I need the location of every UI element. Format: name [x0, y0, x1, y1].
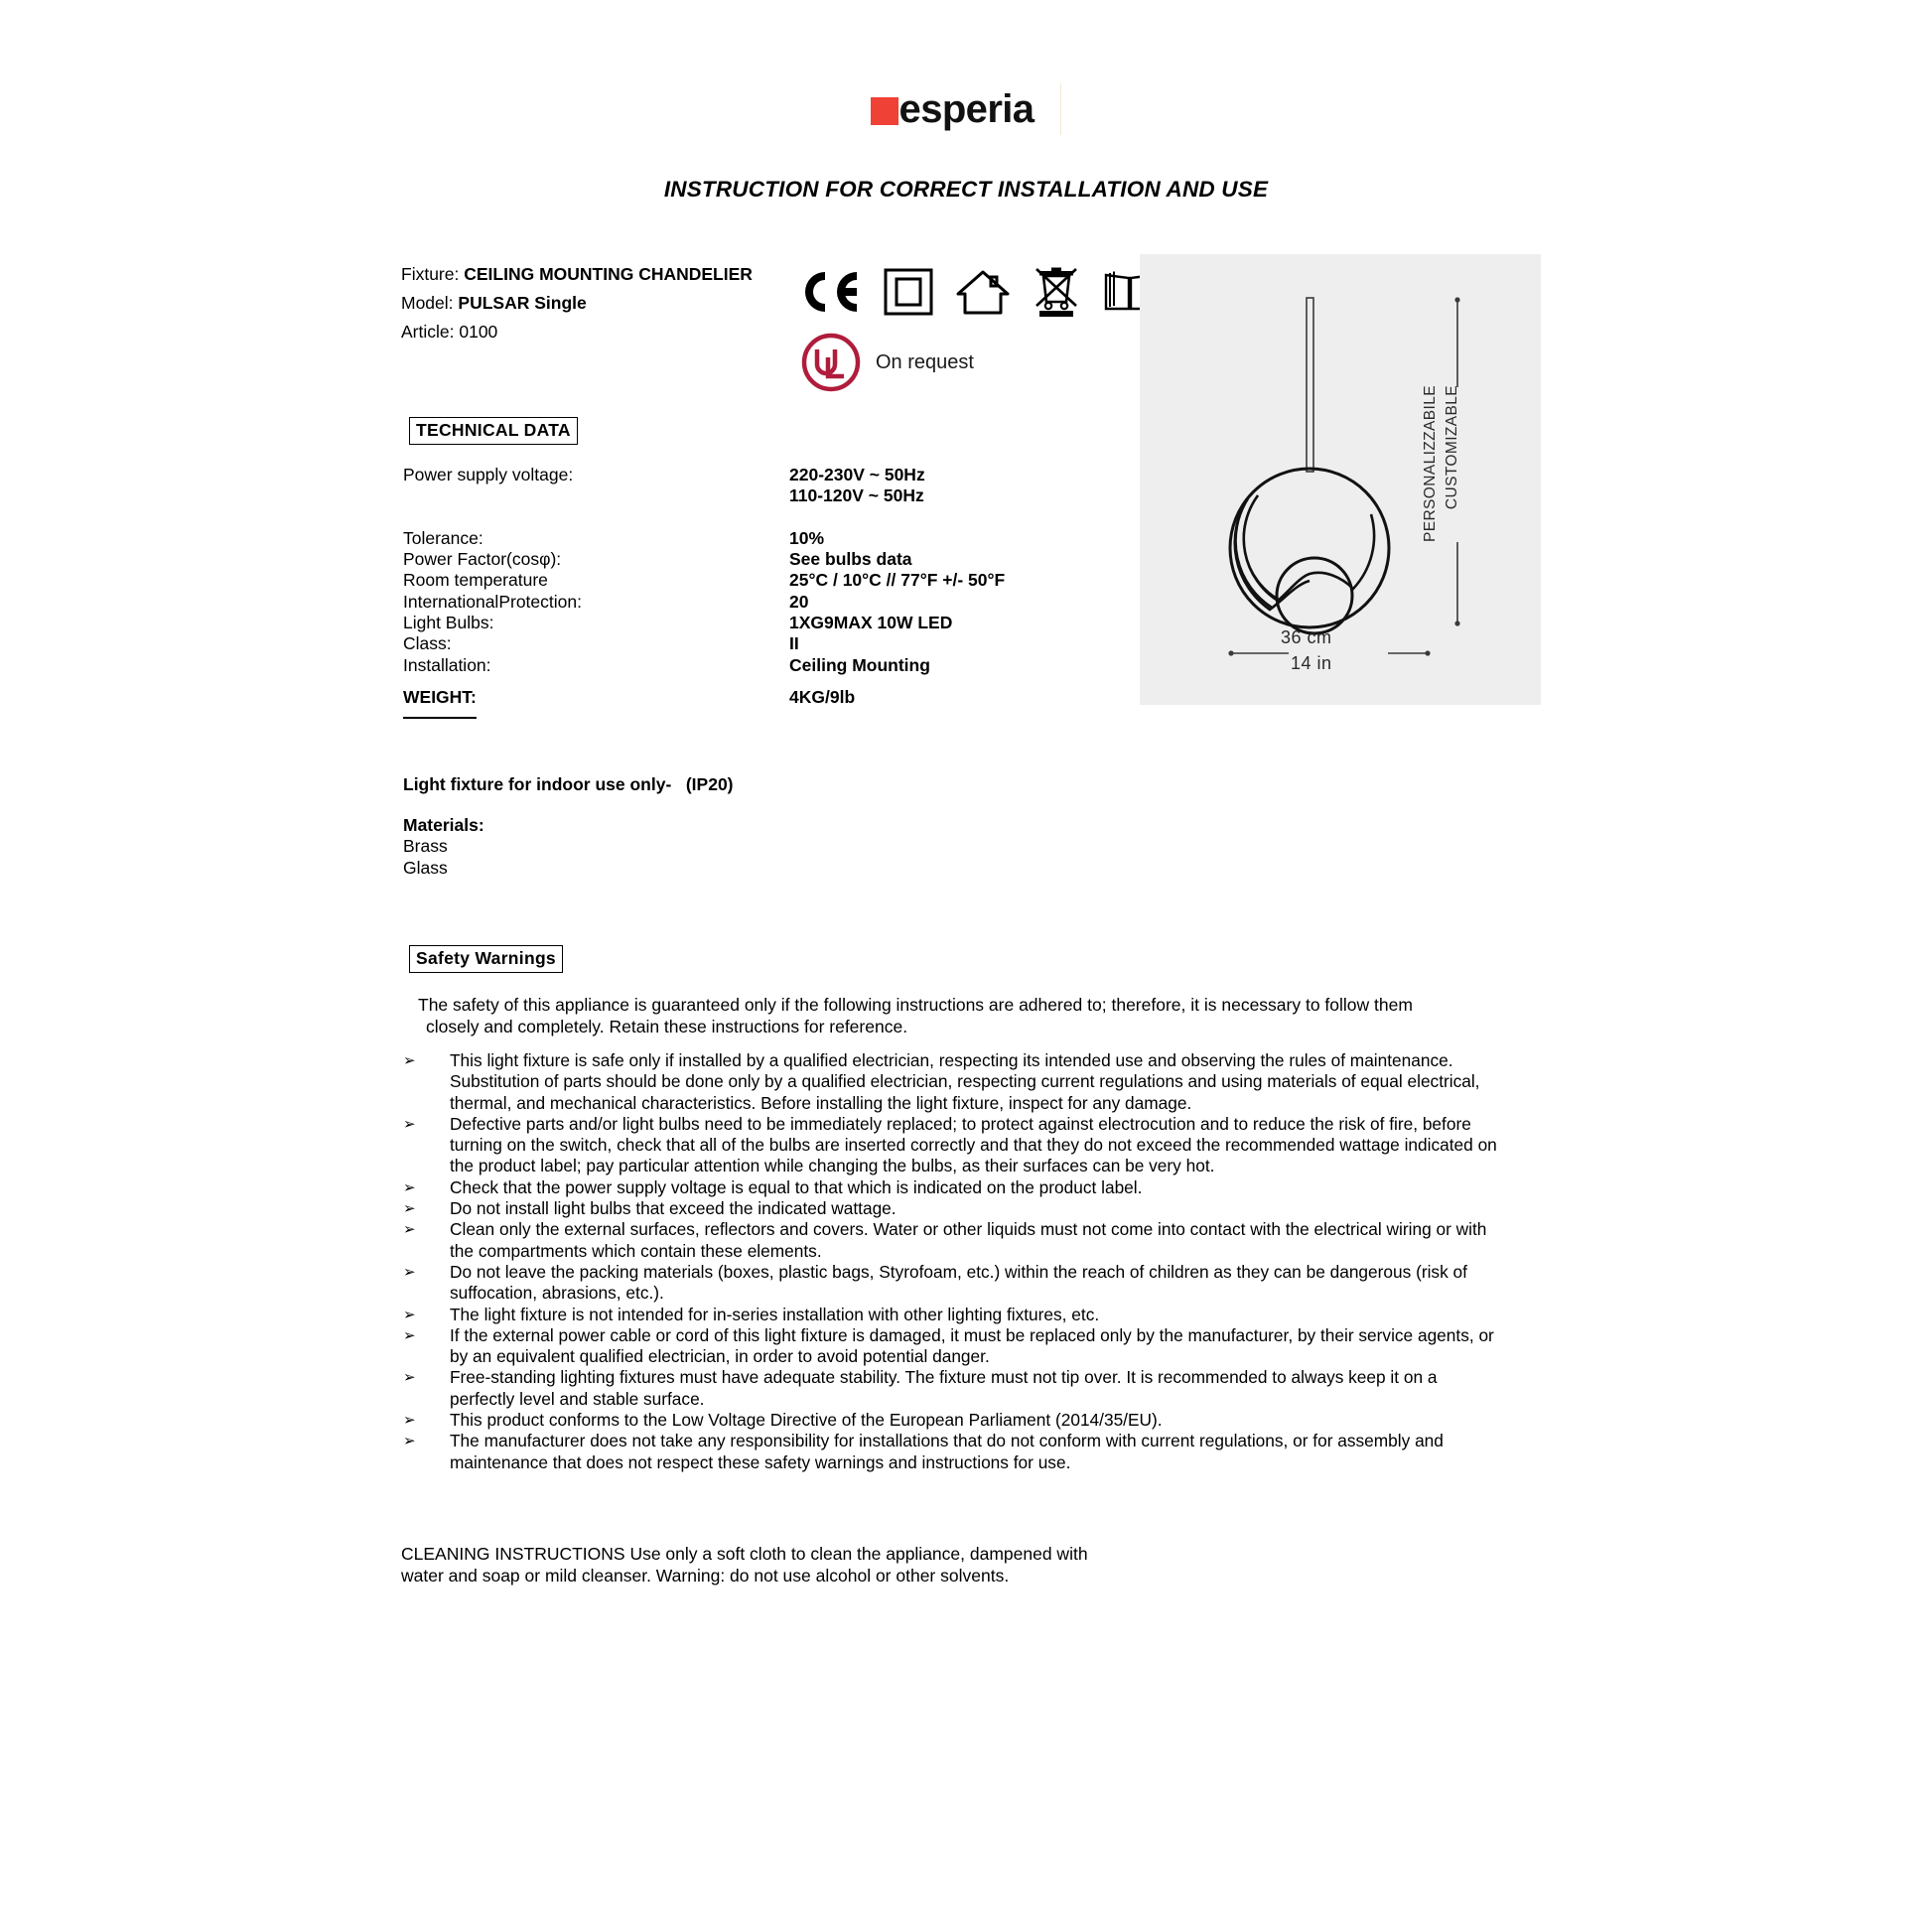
fixture-line	[401, 260, 753, 289]
indoor-use-note: Light fixture for indoor use only- (IP20)	[403, 774, 734, 794]
list-item	[403, 1431, 1505, 1473]
materials-block	[403, 815, 484, 879]
brand-name: esperia	[898, 87, 1035, 131]
certification-icons	[800, 266, 1158, 318]
tech-value-power-factor: See bulbs data	[789, 549, 912, 570]
page-title: INSTRUCTION FOR CORRECT INSTALLATION AND USE	[663, 177, 1269, 202]
list-item	[403, 1305, 1505, 1325]
list-item-text: Free-standing lighting fixtures must have adequate stability. The fixture must not tip over. It is recommended to always keep it on a perfectly level and stable surface.	[450, 1367, 1438, 1409]
indoor-use-house-icon	[955, 268, 1011, 316]
brand-logo	[0, 87, 1932, 132]
list-item	[403, 1410, 1505, 1431]
list-item-text: Do not install light bulbs that exceed the indicated wattage.	[450, 1198, 897, 1219]
list-item-text: Defective parts and/or light bulbs need to be immediately replaced; to protect against electrocution and to reduce the risk of fire, before turning on the switch, check that all of the bulbs are inserted correctly and that they do not exceed the recommended wattage indicated on the product label; pay particular attention while changing the bulbs, as their surfaces can be very hot.	[450, 1113, 1497, 1176]
technical-data-heading: TECHNICAL DATA	[409, 417, 578, 445]
ul-status-label: On request	[876, 350, 974, 373]
tech-value-room-temperature: 25°C / 10°C // 77°F +/- 50°F	[789, 570, 1006, 591]
tech-label-voltage: Power supply voltage:	[403, 465, 574, 484]
tech-value-class: II	[789, 633, 799, 654]
bullet-arrow-icon: ➢	[403, 1221, 416, 1239]
tech-label-power-factor: Power Factor(cosφ):	[403, 549, 562, 570]
material-item-brass: Brass	[403, 836, 448, 857]
customizable-label-english: CUSTOMIZABLE	[1444, 385, 1460, 510]
safety-intro	[418, 995, 1505, 1037]
bullet-arrow-icon: ➢	[403, 1369, 416, 1387]
safety-warnings-heading: Safety Warnings	[409, 945, 563, 973]
model-value: PULSAR Single	[458, 293, 587, 313]
logo-divider	[1060, 83, 1061, 135]
article-line	[401, 318, 753, 346]
tech-value-light-bulbs: 1XG9MAX 10W LED	[789, 613, 953, 633]
technical-data-labels	[403, 465, 582, 676]
safety-intro-line-2: closely and completely. Retain these instructions for reference.	[426, 1016, 908, 1036]
list-item	[403, 1177, 1505, 1198]
bullet-arrow-icon: ➢	[403, 1178, 416, 1196]
brand-square-icon	[871, 97, 898, 125]
tech-value-voltage-secondary: 110-120V ~ 50Hz	[789, 485, 924, 506]
list-item-text: Do not leave the packing materials (boxes, plastic bags, Styrofoam, etc.) within the reach of children as they can be dangerous (risk of suffocation, abrasions, etc.).	[450, 1261, 1467, 1304]
fixture-value: CEILING MOUNTING CHANDELIER	[464, 264, 753, 284]
list-item-text: Check that the power supply voltage is equal to that which is indicated on the product label.	[450, 1176, 1143, 1197]
list-item	[403, 1050, 1505, 1114]
article-label: Article:	[401, 322, 455, 342]
list-item-text: The light fixture is not intended for in-series installation with other lighting fixtures, etc.	[450, 1304, 1100, 1324]
tech-label-installation: Installation:	[403, 654, 491, 675]
product-identity-block	[401, 260, 753, 346]
cleaning-line-1: CLEANING INSTRUCTIONS Use only a soft cloth to clean the appliance, dampened with	[401, 1544, 1088, 1564]
list-item-text: The manufacturer does not take any responsibility for installations that do not conform with current regulations, or for assembly and maintenance that does not respect these safety warnings and instructions for use.	[450, 1431, 1444, 1472]
tech-label-room-temperature: Room temperature	[403, 570, 548, 591]
pulsar-single-pendant-drawing	[1140, 254, 1541, 705]
bullet-arrow-icon: ➢	[403, 1263, 416, 1281]
bullet-arrow-icon: ➢	[403, 1433, 416, 1450]
fixture-label: Fixture:	[401, 264, 460, 284]
article-value: 0100	[459, 322, 498, 342]
model-label: Model:	[401, 293, 454, 313]
weee-crossed-bin-icon	[1033, 266, 1080, 318]
cleaning-instructions	[401, 1543, 1156, 1587]
list-item-text: This product conforms to the Low Voltage Directive of the European Parliament (2014/35/EU).	[450, 1410, 1163, 1431]
bullet-arrow-icon: ➢	[403, 1412, 416, 1430]
technical-data-values	[789, 465, 1005, 676]
tech-value-international-protection: 20	[789, 591, 809, 612]
tech-value-voltage-primary: 220-230V ~ 50Hz	[789, 465, 925, 484]
dimension-label-in: 14 in	[1291, 653, 1332, 673]
list-item-text: Clean only the external surfaces, reflectors and covers. Water or other liquids must not come into contact with the electrical wiring or with the compartments which contain these elements.	[450, 1219, 1487, 1261]
customizable-label-italian: PERSONALIZZABILE	[1422, 385, 1439, 543]
product-drawing-panel	[1140, 254, 1541, 705]
weight-label: WEIGHT:	[403, 687, 477, 719]
tech-value-tolerance: 10%	[789, 527, 825, 548]
bullet-arrow-icon: ➢	[403, 1200, 416, 1218]
tech-label-class: Class:	[403, 633, 452, 654]
list-item	[403, 1325, 1505, 1368]
bullet-arrow-icon: ➢	[403, 1326, 416, 1344]
bullet-arrow-icon: ➢	[403, 1306, 416, 1323]
tech-label-tolerance: Tolerance:	[403, 527, 483, 548]
bullet-arrow-icon: ➢	[403, 1052, 416, 1069]
ce-mark-icon	[800, 269, 862, 315]
model-line	[401, 289, 753, 318]
safety-intro-line-1: The safety of this appliance is guaranteed only if the following instructions are adhered to; therefore, it is necessary to follow them	[418, 995, 1413, 1015]
material-item-glass: Glass	[403, 857, 448, 878]
class-two-double-insulation-icon	[884, 268, 933, 316]
bullet-arrow-icon: ➢	[403, 1115, 416, 1133]
weight-value: 4KG/9lb	[789, 687, 856, 707]
cleaning-line-2: water and soap or mild cleanser. Warning: do not use alcohol or other solvents.	[401, 1566, 1010, 1586]
materials-heading: Materials:	[403, 815, 484, 835]
list-item	[403, 1219, 1505, 1262]
list-item	[403, 1367, 1505, 1410]
dimension-label-cm: 36 cm	[1281, 627, 1332, 647]
ul-certification-row	[800, 332, 974, 393]
safety-warning-list	[403, 1050, 1505, 1473]
list-item	[403, 1114, 1505, 1177]
list-item-text: This light fixture is safe only if installed by a qualified electrician, respecting its intended use and observing the rules of maintenance. Substitution of parts should be done only by a qualified electrician, respecting current regulations and using materials of equal electrical, thermal, and mechanical characteristics. Before installing the light fixture, inspect for any damage.	[450, 1050, 1480, 1113]
list-item	[403, 1262, 1505, 1305]
ul-mark-icon	[800, 332, 862, 393]
tech-label-light-bulbs: Light Bulbs:	[403, 613, 494, 633]
list-item	[403, 1198, 1505, 1219]
tech-label-international-protection: InternationalProtection:	[403, 591, 582, 612]
tech-value-installation: Ceiling Mounting	[789, 654, 930, 675]
list-item-text: If the external power cable or cord of this light fixture is damaged, it must be replaced only by the manufacturer, by their service agents, or by an equivalent qualified electrician, in order to avoid potential danger.	[450, 1324, 1494, 1367]
